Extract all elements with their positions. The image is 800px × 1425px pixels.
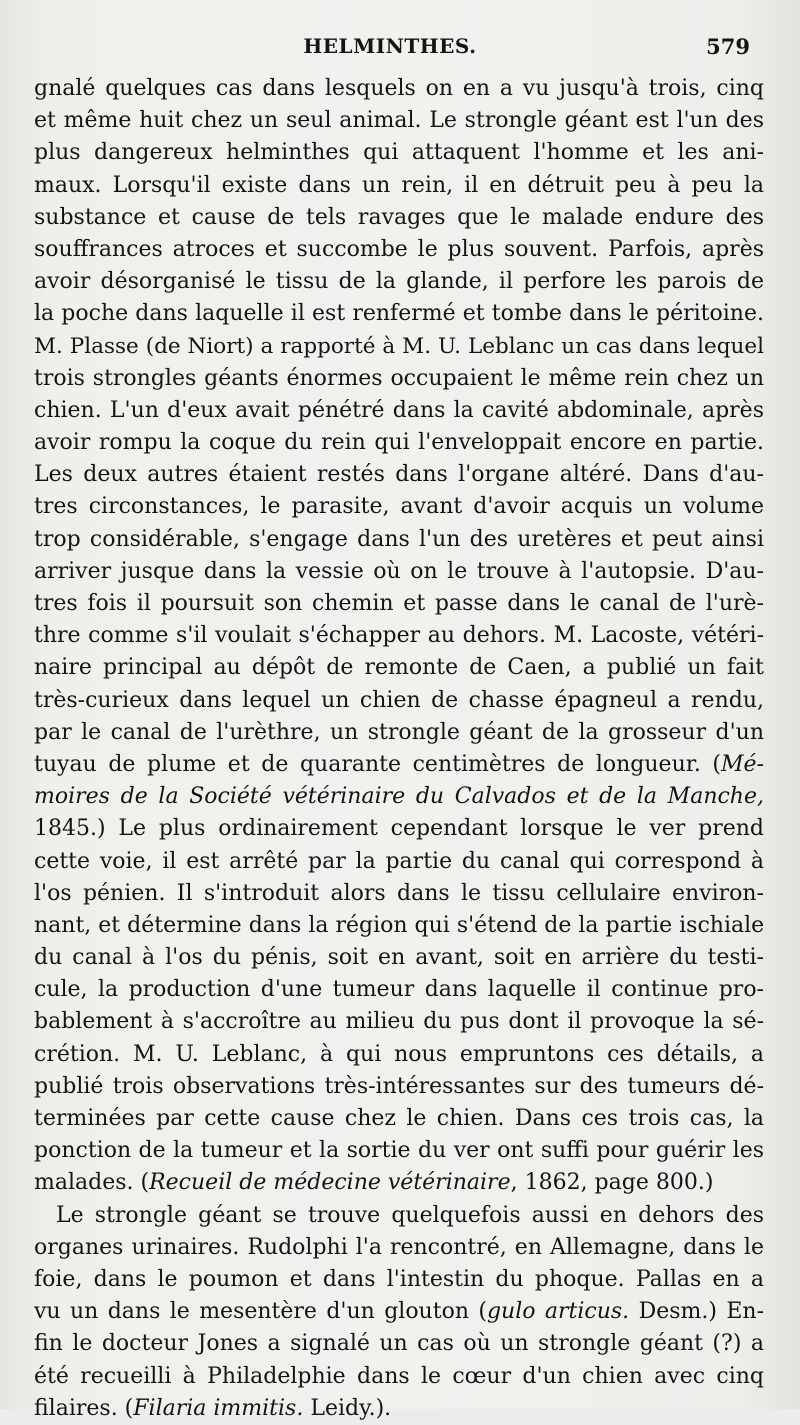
text-line xyxy=(34,878,764,910)
italic-text-segment: Mé- xyxy=(721,751,764,777)
text-line xyxy=(34,1006,764,1038)
text-segment: thre comme s'il voulait s'échapper au dehors. M. Lacoste, vétéri- xyxy=(34,623,764,649)
text-line xyxy=(34,298,764,330)
text-line xyxy=(34,942,764,974)
text-line xyxy=(34,846,764,878)
text-segment: publié trois observations très-intéressantes sur des tumeurs dé- xyxy=(34,1073,764,1099)
text-segment: organes urinaires. Rudolphi l'a rencontré, en Allemagne, dans le xyxy=(34,1234,764,1260)
text-segment: gnalé quelques cas dans lesquels on en a vu jusqu'à trois, cinq xyxy=(34,76,764,101)
text-segment: avoir désorganisé le tissu de la glande, il perfore les parois de xyxy=(34,269,764,295)
text-line xyxy=(34,1200,764,1232)
paragraph xyxy=(34,73,764,1200)
text-segment: la poche dans laquelle il est renfermé et tombe dans le péritoine. xyxy=(34,301,764,327)
text-segment: par le canal de l'urèthre, un strongle géant de la grosseur d'un xyxy=(34,719,764,745)
text-segment: naire principal au dépôt de remonte de Caen, a publié un fait xyxy=(34,655,764,681)
italic-text-segment: moires de la Société vétérinaire du Calvados et de la Manche, xyxy=(34,784,764,810)
text-line xyxy=(34,1328,764,1360)
text-line xyxy=(34,363,764,395)
text-segment: trois strongles géants énormes occupaient le même rein chez un xyxy=(34,365,764,391)
text-segment: plus dangereux helminthes qui attaquent l'homme et les ani- xyxy=(34,140,764,166)
text-line xyxy=(34,1232,764,1264)
text-segment: Le strongle géant se trouve quelquefois aussi en dehors des xyxy=(56,1202,764,1228)
running-head xyxy=(0,30,800,62)
text-line xyxy=(34,331,764,363)
text-segment: cule, la production d'une tumeur dans laquelle il continue pro- xyxy=(34,977,764,1003)
text-segment: terminées par cette cause chez le chien. Dans ces trois cas, la xyxy=(34,1106,764,1131)
text-segment: filaires. ( xyxy=(34,1395,134,1421)
text-segment: du canal à l'os du pénis, soit en avant, soit en arrière du testi- xyxy=(34,945,764,971)
text-line xyxy=(34,202,764,234)
text-segment: Les deux autres étaient restés dans l'organe altéré. Dans d'au- xyxy=(34,462,764,488)
text-line xyxy=(34,717,764,749)
text-line xyxy=(34,1135,764,1167)
text-segment: trop considérable, s'engage dans l'un des uretères et peut ainsi xyxy=(34,526,764,552)
text-line xyxy=(34,459,764,491)
text-line xyxy=(34,781,764,813)
text-segment: substance et cause de tels ravages que le malade endure des xyxy=(34,204,764,230)
text-segment: foie, dans le poumon et dans l'intestin du phoque. Pallas en a xyxy=(34,1266,764,1292)
text-line xyxy=(34,137,764,169)
text-line xyxy=(34,427,764,459)
text-line xyxy=(34,652,764,684)
text-segment: crétion. M. U. Leblanc, à qui nous empruntons ces détails, a xyxy=(34,1041,764,1067)
text-segment: bablement à s'accroître au milieu du pus dont il provoque la sé- xyxy=(34,1009,764,1035)
body-text xyxy=(34,73,764,1425)
text-line xyxy=(34,234,764,266)
text-segment: vu un dans le mesentère d'un glouton ( xyxy=(34,1299,487,1325)
text-line xyxy=(34,813,764,845)
text-line xyxy=(34,1361,764,1393)
text-line xyxy=(34,1264,764,1296)
italic-text-segment: gulo articus. xyxy=(486,1299,630,1325)
text-segment: et même huit chez un seul animal. Le strongle géant est l'un des xyxy=(34,108,764,134)
running-title: HELMINTHES. xyxy=(303,34,477,58)
text-line xyxy=(34,1071,764,1103)
text-line xyxy=(34,105,764,137)
text-line xyxy=(34,556,764,588)
text-segment: M. Plasse (de Niort) a rapporté à M. U. Leblanc un cas dans lequel xyxy=(34,333,764,359)
text-line xyxy=(34,588,764,620)
text-line xyxy=(34,491,764,523)
text-segment: nant, et détermine dans la région qui s'étend de la partie ischiale xyxy=(34,912,764,938)
text-segment: arriver jusque dans la vessie où on le trouve à l'autopsie. D'au- xyxy=(34,558,764,584)
text-line xyxy=(34,910,764,942)
text-segment: l'os pénien. Il s'introduit alors dans le tissu cellulaire environ- xyxy=(34,880,764,906)
text-segment: , 1862, page 800.) xyxy=(510,1170,714,1196)
text-line xyxy=(34,1167,764,1199)
text-segment: maux. Lorsqu'il existe dans un rein, il en détruit peu à peu la xyxy=(34,172,764,198)
text-segment: ponction de la tumeur et la sortie du ver ont suffi pour guérir les xyxy=(34,1138,764,1164)
text-segment: 1845.) Le plus ordinairement cependant lorsque le ver prend xyxy=(34,816,764,842)
text-segment: cette voie, il est arrêté par la partie du canal qui correspond à xyxy=(34,848,764,874)
text-segment: avoir rompu la coque du rein qui l'enveloppait encore en partie. xyxy=(34,430,764,456)
text-line xyxy=(34,620,764,652)
text-segment: Leidy.). xyxy=(303,1395,392,1421)
text-segment: tres fois il poursuit son chemin et passe dans le canal de l'urè- xyxy=(34,591,764,616)
text-segment: très-curieux dans lequel un chien de chasse épagneul a rendu, xyxy=(34,687,764,713)
text-segment: malades. ( xyxy=(34,1170,150,1196)
text-segment: tres circonstances, le parasite, avant d'avoir acquis un volume xyxy=(34,494,764,520)
text-line xyxy=(34,974,764,1006)
text-line xyxy=(34,1039,764,1071)
text-line xyxy=(34,73,764,105)
text-line xyxy=(34,1296,764,1328)
text-line xyxy=(34,685,764,717)
text-segment: souffrances atroces et succombe le plus souvent. Parfois, après xyxy=(34,236,764,262)
page-number: 579 xyxy=(706,34,750,59)
text-segment: chien. L'un d'eux avait pénétré dans la cavité abdominale, après xyxy=(34,397,764,423)
text-line xyxy=(34,524,764,556)
text-line xyxy=(34,749,764,781)
text-line xyxy=(34,395,764,427)
text-segment: Desm.) En- xyxy=(629,1299,764,1325)
text-line xyxy=(34,266,764,298)
paragraph xyxy=(34,1200,764,1425)
text-line xyxy=(34,170,764,202)
italic-text-segment: Recueil de médecine vétérinaire xyxy=(149,1170,511,1196)
italic-text-segment: Filaria immitis. xyxy=(133,1395,304,1421)
text-segment: fin le docteur Jones a signalé un cas où un strongle géant (?) a xyxy=(34,1331,764,1357)
text-segment: tuyau de plume et de quarante centimètres de longueur. ( xyxy=(34,751,722,777)
text-line xyxy=(34,1103,764,1135)
text-segment: été recueilli à Philadelphie dans le cœur d'un chien avec cinq xyxy=(34,1363,764,1389)
